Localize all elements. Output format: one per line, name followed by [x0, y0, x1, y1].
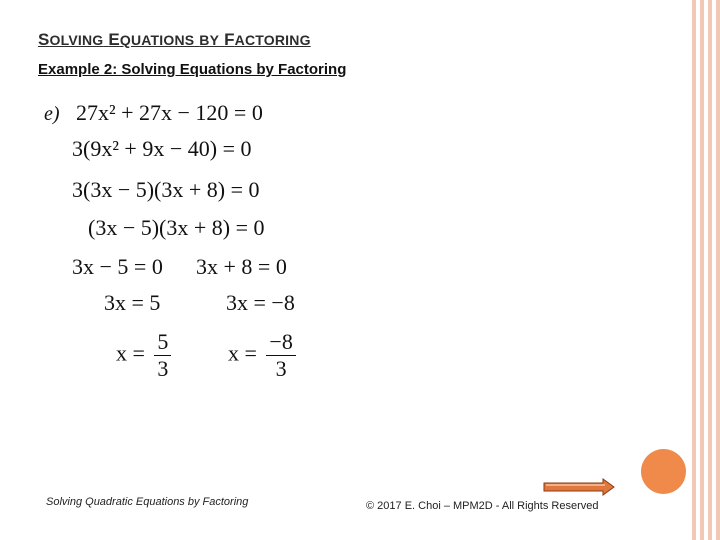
equation-line-5b [196, 254, 287, 280]
equation-line-6b [226, 290, 295, 316]
border-strip-1 [692, 0, 696, 540]
footer-copyright: © 2017 E. Choi – MPM2D - All Rights Reserved [366, 500, 599, 512]
title-text: BY [199, 32, 220, 48]
title-letter: E [108, 30, 120, 49]
equation-text: 3(9x² + 9x − 40) = 0 [72, 136, 252, 161]
equation-text: (3x − 5)(3x + 8) = 0 [88, 215, 265, 240]
equation-line-2 [72, 136, 251, 162]
fraction [154, 330, 171, 381]
fraction [266, 330, 295, 381]
equation-text: 3x = −8 [226, 290, 295, 315]
footer-left-text: Solving Quadratic Equations by Factoring [46, 496, 249, 508]
border-strip-4 [716, 0, 720, 540]
equation-text: 3(3x − 5)(3x + 8) = 0 [72, 177, 260, 202]
equation-line-5a [72, 254, 163, 280]
border-strip-2 [700, 0, 704, 540]
example-subtitle: Example 2: Solving Equations by Factoring [38, 61, 347, 78]
solution-variable: x = [228, 340, 257, 366]
equation-line-3 [72, 177, 260, 203]
equation-line-6a [104, 290, 160, 316]
equation-line-4 [88, 215, 265, 241]
title-letter: S [38, 30, 50, 49]
problem-label: e) [44, 103, 60, 125]
solution-variable: x = [116, 340, 145, 366]
fraction-numerator: −8 [266, 330, 295, 356]
equation-text: 3x + 8 = 0 [196, 254, 287, 279]
title-text: ACTORING [234, 32, 311, 48]
equation-text: 3x − 5 = 0 [72, 254, 163, 279]
equation-text: 3x = 5 [104, 290, 161, 315]
solution-2 [228, 330, 296, 381]
equation-text: 27x² + 27x − 120 = 0 [76, 100, 263, 125]
right-arrow-icon[interactable] [543, 478, 615, 496]
border-strip-3 [708, 0, 712, 540]
equation-line-1 [76, 100, 263, 126]
slide-title [38, 30, 311, 50]
title-text: QUATIONS [119, 32, 195, 48]
fraction-numerator: 5 [154, 330, 171, 356]
solution-1 [116, 330, 171, 381]
title-text: OLVING [49, 32, 104, 48]
decorative-circle [641, 449, 686, 494]
title-letter: F [224, 30, 235, 49]
fraction-denominator: 3 [275, 356, 287, 382]
fraction-denominator: 3 [157, 356, 169, 382]
